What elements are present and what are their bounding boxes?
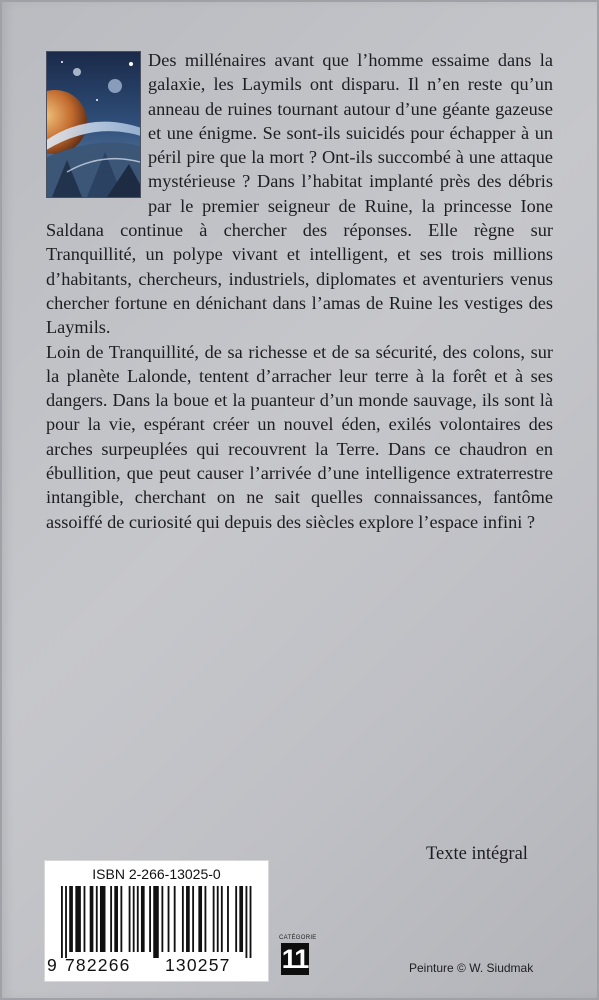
back-cover-blurb — [46, 48, 553, 534]
barcode-bars — [55, 886, 259, 958]
ean-first-digit: 9 — [47, 955, 58, 975]
ean-group-2: 130257 — [165, 955, 231, 975]
blurb-paragraph-1: Des millénaires avant que l’homme essaime dans la galaxie, les Laymils ont disparu. Il n’en reste qu’un anneau de ruines tournant autour d’une géante gazeuse et une énigme. Se sont-ils suicidés pour échapper à un péril pire que la mort ? Ont-ils succombé à une attaque mystérieuse ? Dans l’habitat implanté près des débris par le premier seigneur de Ruine, la princesse Ione Saldana continue à chercher des réponses. Elle règne sur Tranquillité, un polype vivant et intelligent, et ses trois millions d’habitants, chercheurs, industriels, diplomates et aventuriers venus chercher fortune en dénichant dans l’amas de Ruine les vestiges des Laymils. — [46, 50, 553, 338]
blurb-paragraph-2: Loin de Tranquillité, de sa richesse et de sa sécurité, des colons, sur la planète Lalonde, tentent d’arracher leur terre à la forêt et à ses dangers. Dans la boue et la puanteur d’un monde sauvage, ils sont là pour la vie, espérant créer un nouvel éden, exilés volontaires des arches surpeuplées qui recouvrent la Terre. Dans ce chaudron en ébullition, que peut causer l’arrivée d’une intelligence extraterrestre intangible, cherchant on ne sait quelles connaissances, fantôme assoiffé de curiosité qui depuis des siècles explore l’espace infini ? — [46, 341, 553, 532]
cover-credit: Peinture © W. Siudmak — [409, 961, 534, 975]
category-label: CATÉGORIE — [279, 935, 317, 941]
edition-note: Texte intégral — [426, 844, 528, 864]
illustration-spacer — [46, 48, 148, 194]
category-badge: 11 — [281, 944, 309, 974]
ean-group-1: 782266 — [65, 955, 131, 975]
barcode-box — [44, 860, 269, 982]
isbn-label: ISBN 2-266-13025-0 — [92, 866, 221, 882]
